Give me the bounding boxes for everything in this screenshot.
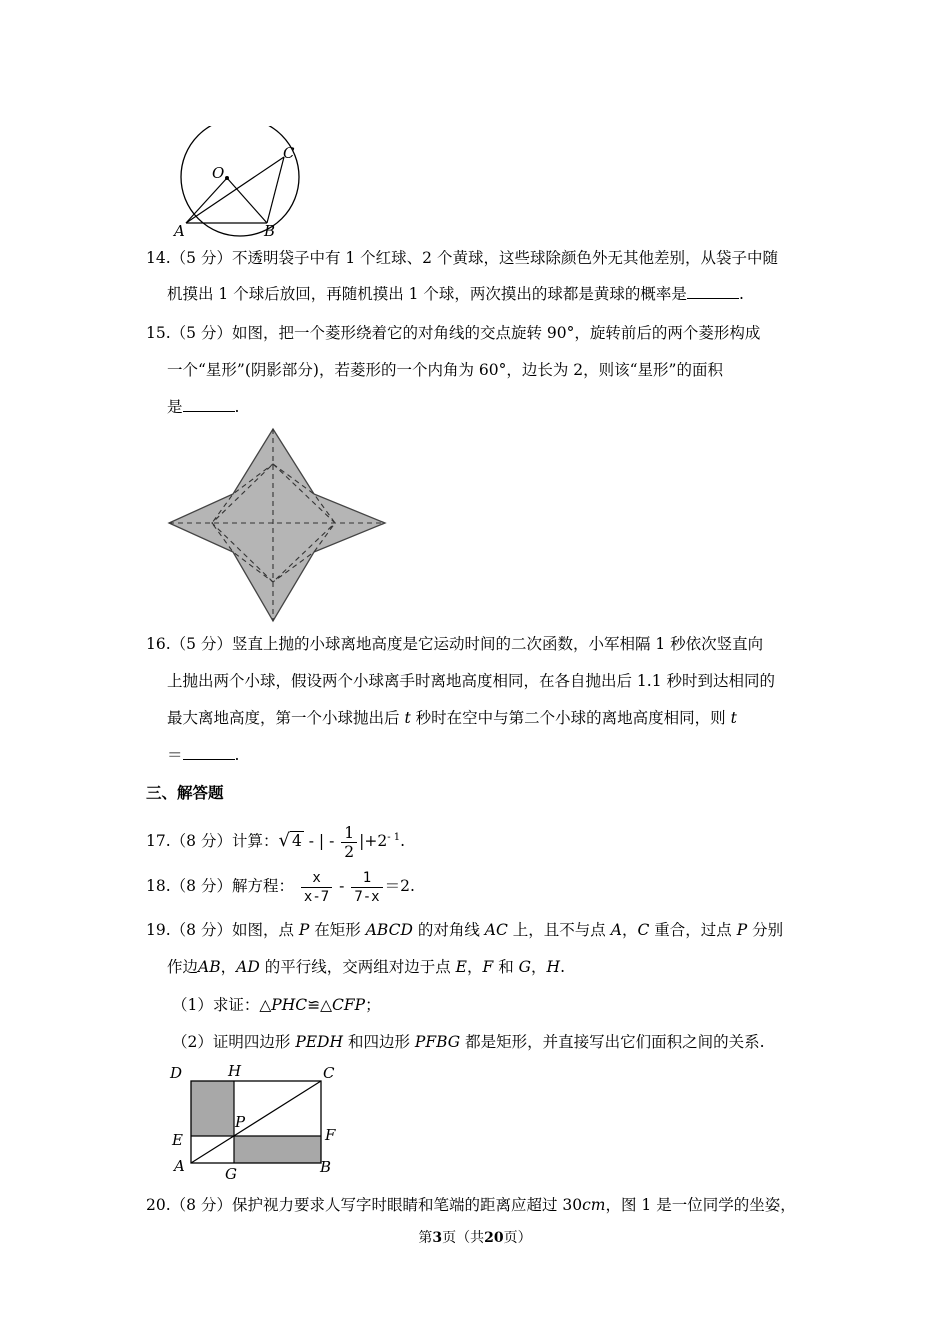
q15-line3: 是 . [167,398,240,416]
q20-line1: 20.（8 分）保护视力要求人写字时眼睛和笔端的距离应超过 30cm，图 1 是一位同学的坐姿， [146,1196,796,1214]
label-B: B [320,1158,332,1176]
q15-line2: 一个“星形”(阴影部分)，若菱形的一个内角为 60°，边长为 2，则该“星形”的面积 [167,361,723,379]
label-A: A [174,1157,185,1175]
q16-line1: 16.（5 分）竖直上抛的小球离地高度是它运动时间的二次函数，小军相隔 1 秒依次竖直向 [146,635,764,653]
fraction-x-over-x-7: $\frac{x}{x-7}$ [301,869,332,906]
label-G: G [225,1165,237,1181]
q16-line4: ＝ . [167,746,240,764]
label-E: E [172,1131,183,1149]
q19-line1: 19.（8 分）如图，点 P 在矩形 ABCD 的对角线 AC 上，且不与点 A，C 重合，过点 P 分别 [146,921,784,939]
label-C: C [323,1064,335,1082]
q18: 18.（8 分）解方程： $\frac{x}{x-7}$ - $\frac{1}{7-x}$ ＝2. [146,869,415,905]
figure-circle-q13 [160,126,320,238]
label-P: P [235,1113,246,1131]
label-F: F [325,1126,336,1144]
q19-part2: （2）证明四边形 PEDH 和四边形 PFBG 都是矩形，并直接写出它们面积之间的关系. [172,1033,765,1051]
figure-rectangle-q19 [165,1063,345,1181]
fraction-1-over-7-x: $\frac{1}{7-x}$ [351,869,382,906]
q17: 17.（8 分）计算：√ 4 - | - $\frac{1}{2}$ $|+2^{- 1}$. [146,823,406,861]
section-title: 三、解答题 [146,783,224,802]
fraction-1-2: $\frac{1}{2}$ [341,824,357,861]
shaded-rect-PEDH [191,1081,234,1136]
answer-blank[interactable] [183,745,235,760]
label-H: H [228,1063,242,1080]
q14-line2: 机摸出 1 个球后放回，再随机摸出 1 个球，两次摸出的球都是黄球的概率是 . [167,285,744,303]
q14-line1: 14.（5 分）不透明袋子中有 1 个红球、2 个黄球，这些球除颜色外无其他差别，从袋子中随 [146,249,778,267]
answer-blank[interactable] [183,397,235,412]
label-O: O [212,164,225,182]
figure-star-q15 [160,424,395,629]
q16-line3: 最大离地高度，第一个小球抛出后 t 秒时在空中与第二个小球的离地高度相同，则 t [167,709,737,727]
q16-line2: 上抛出两个小球，假设两个小球离手时离地高度相同，在各自抛出后 1.1 秒时到达相同的 [167,672,776,690]
star-shape [169,429,385,621]
q19-part1: （1）求证：△PHC≌△CFP； [172,996,381,1014]
label-D: D [170,1064,183,1082]
label-B: B [264,222,276,238]
answer-blank[interactable] [687,284,739,299]
circle [181,126,299,236]
page-footer: 第3页（共20页） [418,1230,532,1246]
label-A: A [174,222,185,238]
shaded-rect-PFBG [234,1136,321,1163]
q15-line1: 15.（5 分）如图，把一个菱形绕着它的对角线的交点旋转 90°，旋转前后的两个菱形构成 [146,324,761,342]
q19-line2: 作边AB，AD 的平行线，交两组对边于点 E，F 和 G，H. [167,958,566,976]
label-C: C [283,144,295,162]
